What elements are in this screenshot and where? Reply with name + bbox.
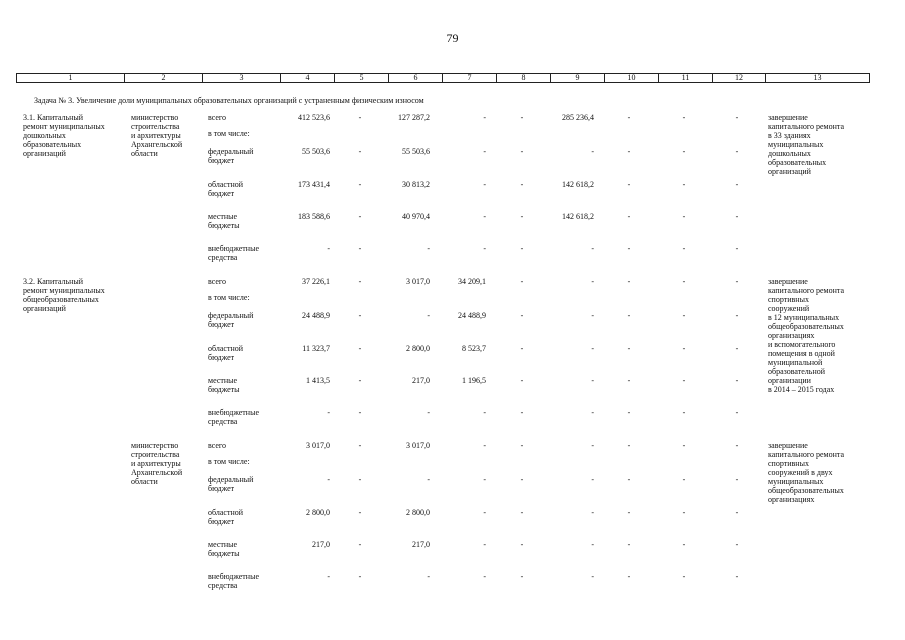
funding-value: 30 813,2 [402,180,430,189]
measure-name: 3.2. Капитальный ремонт муниципальных общеобразовательных организаций [23,277,105,313]
funding-value: - [735,508,739,517]
funding-value: 24 488,9 [302,311,330,320]
funding-value: - [682,475,686,484]
funding-value: - [627,147,631,156]
funding-value: 183 588,6 [298,212,330,221]
funding-value: 142 618,2 [562,180,594,189]
funding-value: - [682,147,686,156]
funding-value: - [591,540,594,549]
funding-value: - [483,180,486,189]
funding-value: - [735,408,739,417]
funding-value: - [520,540,524,549]
column-number: 12 [713,74,766,83]
funding-source-label: всего [208,277,227,286]
funding-value: - [682,244,686,253]
funding-source-label: федеральный бюджет [208,311,254,329]
column-number: 7 [443,74,497,83]
column-number: 2 [125,74,203,83]
funding-value: - [735,147,739,156]
funding-value: 24 488,9 [458,311,486,320]
funding-value: - [483,244,486,253]
funding-value: - [735,180,739,189]
funding-source-label: всего [208,441,227,450]
funding-value: - [591,344,594,353]
funding-value: - [520,376,524,385]
funding-value: - [627,180,631,189]
funding-value: - [591,147,594,156]
column-number: 8 [497,74,551,83]
column-number: 1 [17,74,125,83]
funding-value: - [591,441,594,450]
funding-value: - [735,376,739,385]
column-number: 11 [659,74,713,83]
funding-value: - [735,441,739,450]
funding-value: - [520,244,524,253]
funding-value: 217,0 [412,540,430,549]
funding-source-label: областной бюджет [208,344,244,362]
funding-value: 173 431,4 [298,180,330,189]
funding-value: - [483,147,486,156]
funding-value: 217,0 [412,376,430,385]
funding-value: - [327,475,330,484]
funding-source-label: в том числе: [208,457,250,466]
funding-source-label: всего [208,113,227,122]
funding-value: - [682,212,686,221]
funding-value: - [627,376,631,385]
funding-source-label: областной бюджет [208,508,244,526]
funding-value: - [735,311,739,320]
funding-value: - [735,540,739,549]
funding-value: - [627,508,631,517]
funding-source-label: в том числе: [208,293,250,302]
funding-value: - [682,344,686,353]
funding-source-label: местные бюджеты [208,212,240,230]
funding-value: 2 800,0 [406,508,430,517]
funding-value: - [358,572,362,581]
funding-value: - [520,212,524,221]
column-number: 13 [766,74,870,83]
funding-value: - [591,572,594,581]
funding-value: - [358,475,362,484]
funding-value: 1 196,5 [462,376,486,385]
funding-value: - [483,212,486,221]
funding-value: 3 017,0 [406,441,430,450]
funding-value: - [735,113,739,122]
funding-value: 11 323,7 [302,344,330,353]
funding-value: - [483,508,486,517]
funding-value: - [358,244,362,253]
column-number: 10 [605,74,659,83]
funding-value: 285 236,4 [562,113,594,122]
funding-value: - [735,244,739,253]
funding-value: - [735,475,739,484]
funding-source-label: внебюджетные средства [208,408,259,426]
funding-value: - [483,540,486,549]
funding-value: - [358,376,362,385]
funding-value: - [627,244,631,253]
funding-value: - [682,376,686,385]
funding-value: - [520,572,524,581]
funding-value: - [483,113,486,122]
funding-source-label: местные бюджеты [208,540,240,558]
funding-value: - [627,572,631,581]
funding-value: - [735,344,739,353]
funding-value: - [591,508,594,517]
funding-value: - [358,408,362,417]
funding-value: - [483,475,486,484]
funding-value: - [358,147,362,156]
funding-value: - [627,311,631,320]
funding-source-label: федеральный бюджет [208,147,254,165]
funding-value: - [682,113,686,122]
funding-value: 3 017,0 [306,441,330,450]
funding-value: - [627,113,631,122]
funding-value: - [627,344,631,353]
funding-value: 127 287,2 [398,113,430,122]
expected-result: завершение капитального ремонта спортивных сооружений в 12 муниципальных общеобразовательных организациях и вспомогательного помещения в одной муниципальной образовательной организации в 2014 – 2015 годах [768,277,845,394]
funding-value: - [427,475,430,484]
funding-value: - [327,408,330,417]
funding-value: - [520,475,524,484]
funding-value: - [483,408,486,417]
funding-value: - [591,376,594,385]
funding-value: - [520,180,524,189]
funding-value: - [591,311,594,320]
funding-value: - [358,277,362,286]
funding-value: - [627,408,631,417]
funding-value: - [682,572,686,581]
funding-value: 8 523,7 [462,344,486,353]
funding-value: - [427,572,430,581]
funding-value: 40 970,4 [402,212,430,221]
funding-source-label: внебюджетные средства [208,244,259,262]
funding-value: - [682,311,686,320]
funding-value: - [591,408,594,417]
funding-value: - [358,212,362,221]
funding-value: - [682,180,686,189]
measure-name: 3.1. Капитальный ремонт муниципальных дошкольных образовательных организаций [23,113,105,158]
funding-value: - [427,244,430,253]
funding-value: 142 618,2 [562,212,594,221]
expected-result: завершение капитального ремонта спортивных сооружений в двух муниципальных общеобразовательных организациях [768,441,845,504]
funding-value: - [358,508,362,517]
funding-value: - [682,540,686,549]
expected-result: завершение капитального ремонта в 33 зданиях муниципальных дошкольных образовательных организаций [768,113,845,176]
funding-value: - [627,441,631,450]
funding-value: - [358,180,362,189]
funding-value: - [520,441,524,450]
executor-name: министерство строительства и архитектуры Архангельской области [131,113,183,158]
funding-value: - [520,277,524,286]
funding-value: 55 503,6 [302,147,330,156]
funding-value: 37 226,1 [302,277,330,286]
funding-value: - [483,572,486,581]
funding-value: - [591,475,594,484]
funding-value: - [735,277,739,286]
funding-value: - [327,572,330,581]
column-number: 6 [389,74,443,83]
funding-value: - [591,277,594,286]
funding-value: - [358,311,362,320]
column-number: 5 [335,74,389,83]
funding-value: - [682,441,686,450]
funding-value: - [427,311,430,320]
funding-value: - [358,441,362,450]
funding-value: - [520,408,524,417]
column-number-header [16,73,870,83]
funding-value: - [627,540,631,549]
funding-value: - [358,344,362,353]
funding-value: 1 413,5 [306,376,330,385]
column-number: 9 [551,74,605,83]
funding-value: 2 800,0 [406,344,430,353]
page-number: 79 [446,31,459,45]
funding-value: - [520,147,524,156]
executor-name: министерство строительства и архитектуры Архангельской области [131,441,183,486]
funding-value: 2 800,0 [306,508,330,517]
funding-value: - [520,113,524,122]
funding-value: - [682,508,686,517]
funding-value: - [483,441,486,450]
column-number: 3 [203,74,281,83]
funding-value: - [358,540,362,549]
funding-value: - [735,212,739,221]
funding-value: - [735,572,739,581]
funding-value: - [520,311,524,320]
funding-value: 34 209,1 [458,277,486,286]
funding-value: - [427,408,430,417]
funding-source-label: в том числе: [208,129,250,138]
funding-value: 55 503,6 [402,147,430,156]
funding-value: - [627,277,631,286]
funding-value: - [682,277,686,286]
funding-value: - [627,475,631,484]
funding-value: - [327,244,330,253]
funding-value: 3 017,0 [406,277,430,286]
funding-value: 217,0 [312,540,330,549]
column-number: 4 [281,74,335,83]
funding-value: - [520,344,524,353]
funding-value: - [627,212,631,221]
funding-value: - [591,244,594,253]
funding-source-label: местные бюджеты [208,376,240,394]
funding-source-label: федеральный бюджет [208,475,254,493]
funding-value: 412 523,6 [298,113,330,122]
funding-source-label: областной бюджет [208,180,244,198]
funding-value: - [682,408,686,417]
funding-value: - [520,508,524,517]
funding-value: - [358,113,362,122]
funding-source-label: внебюджетные средства [208,572,259,590]
task-heading: Задача № 3. Увеличение доли муниципальных образовательных организаций с устраненным физическим износом [34,96,424,105]
